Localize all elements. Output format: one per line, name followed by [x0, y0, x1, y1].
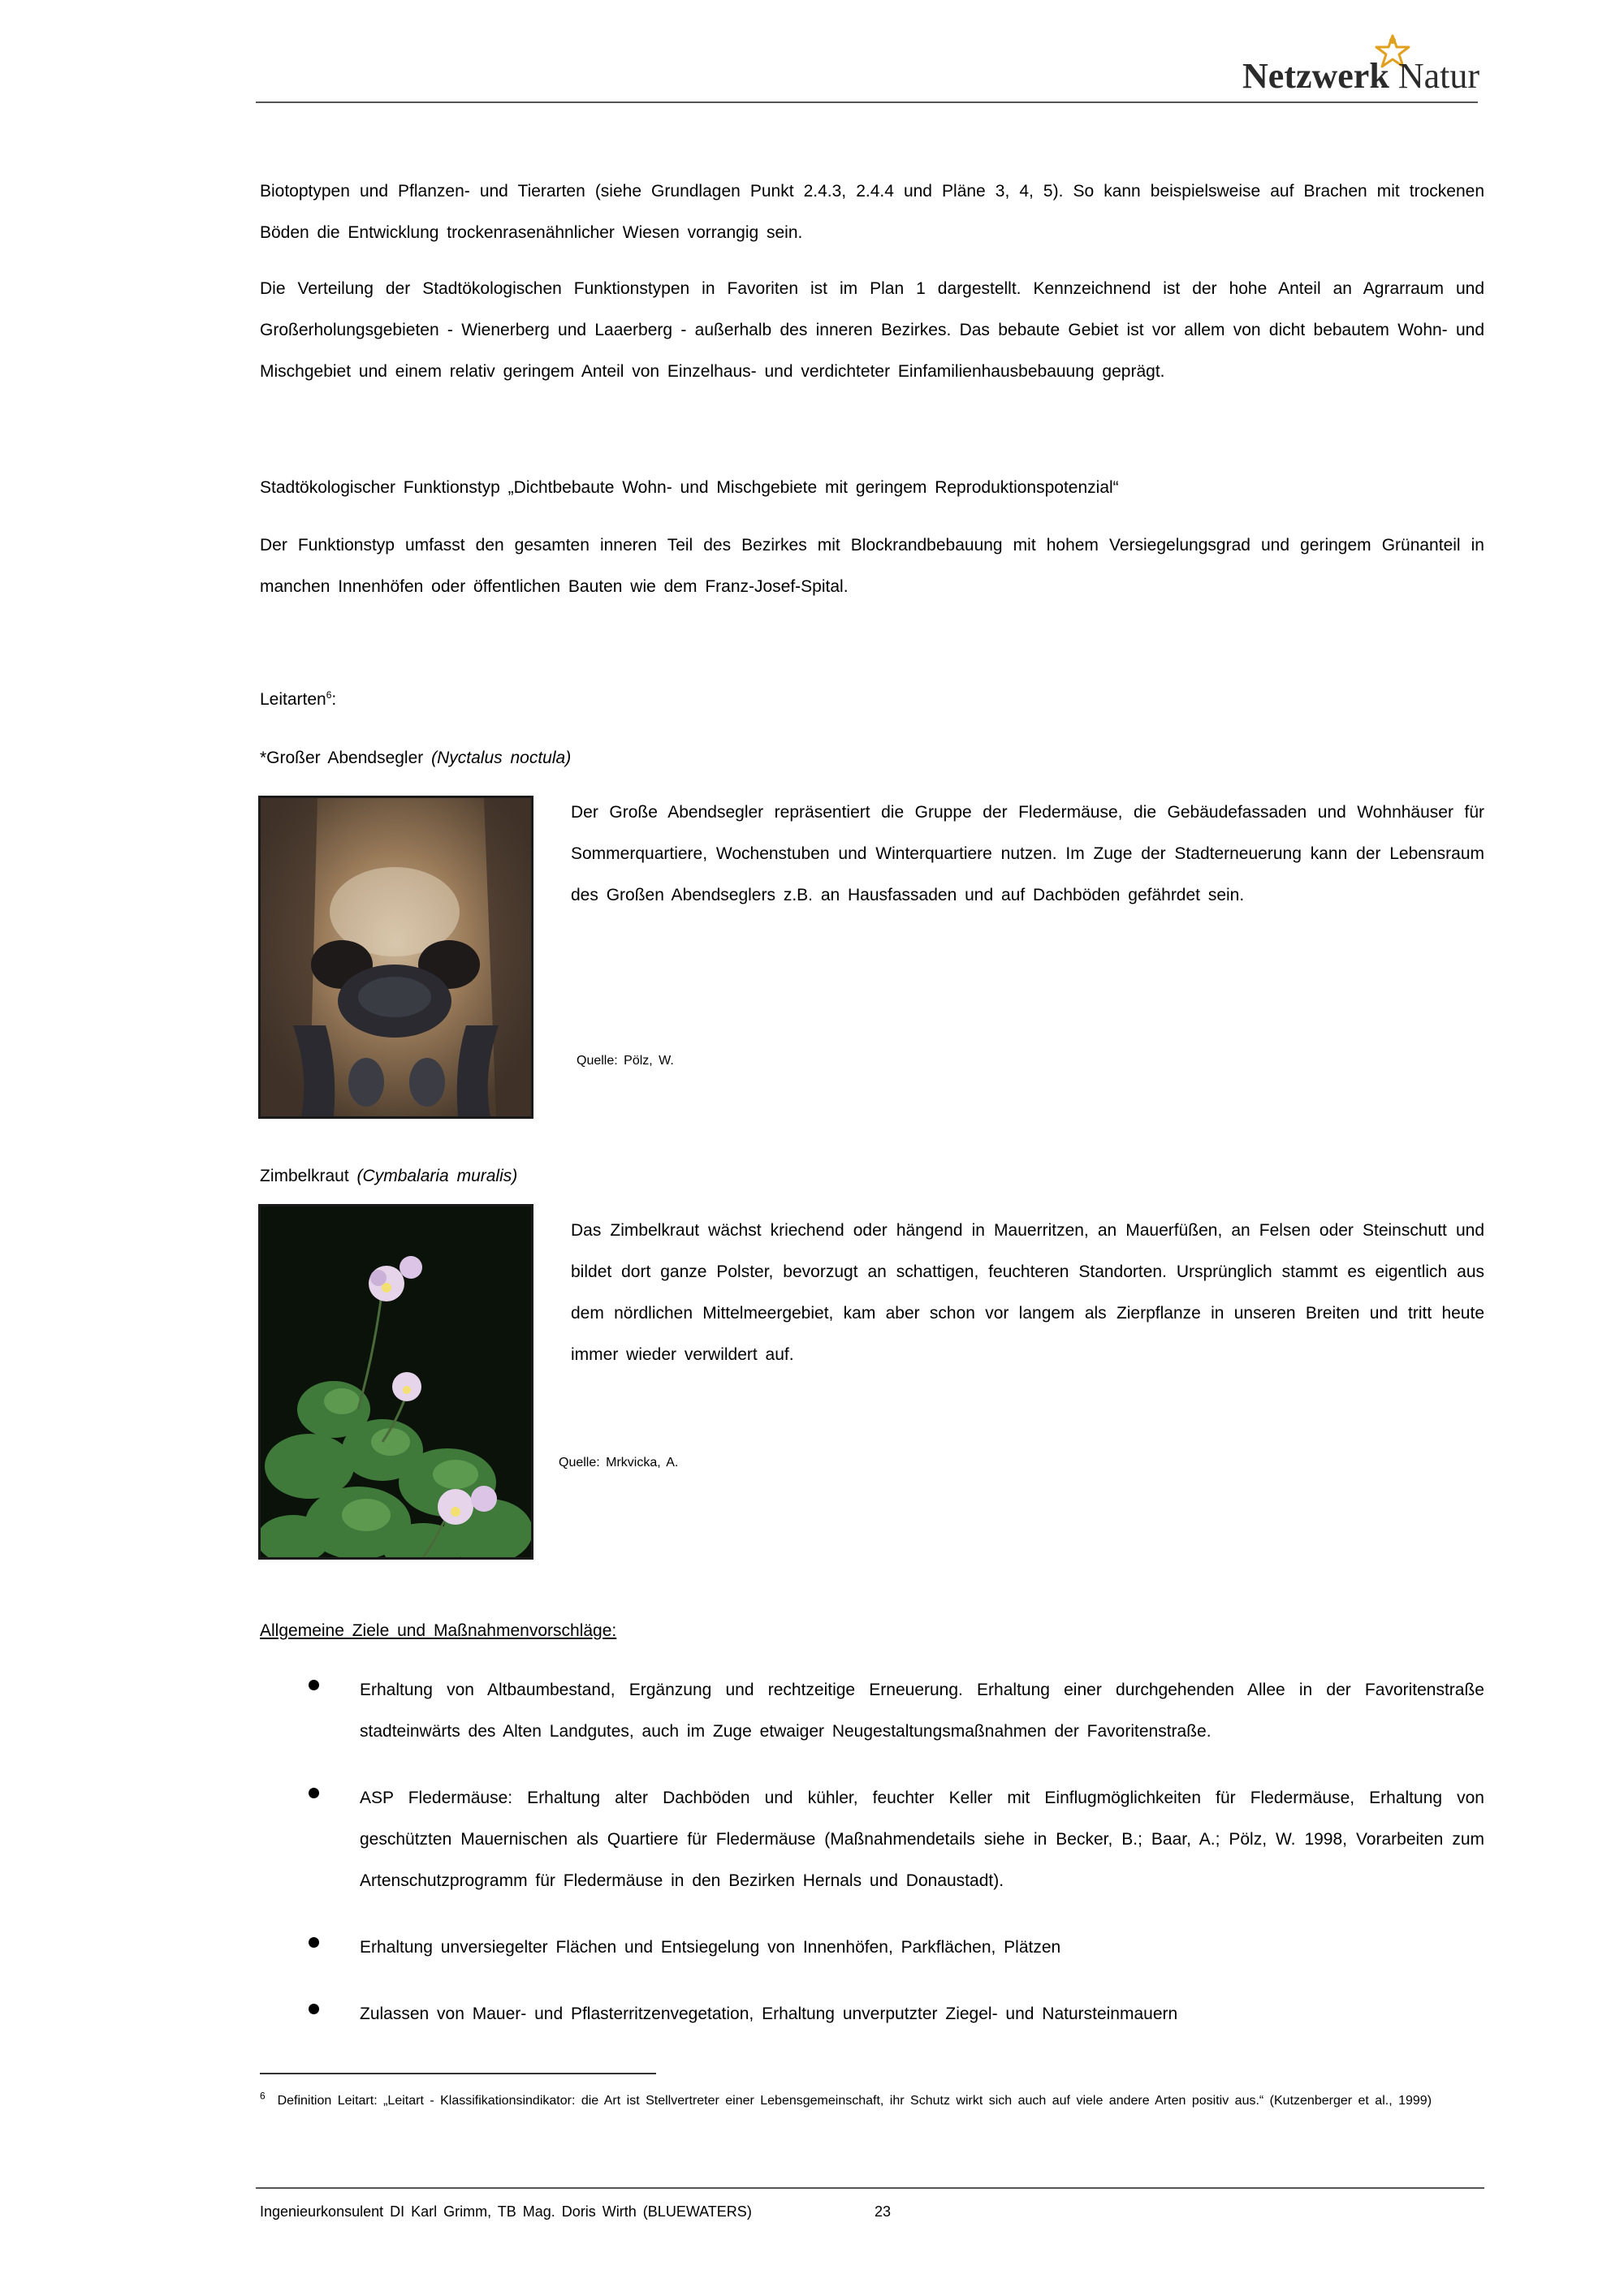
header-rule — [256, 101, 1478, 103]
measure-item: ASP Fledermäuse: Erhaltung alter Dachböden und kühler, feuchter Keller mit Einflugmöglichkeiten für Fledermäuse, Erhaltung von geschützten Mauernischen als Quartiere für Fledermäuse (Maßnahmendetails siehe in Becker, B.; Baar, A.; Pölz, W. 1998, Vorarbeiten zum Artenschutzprogramm für Fledermäuse in den Bezirken Hernals und Donaustadt). — [360, 1789, 1484, 1890]
footnote — [260, 2090, 1484, 2113]
paragraph-funktionstyp: Der Funktionstyp umfasst den gesamten inneren Teil des Bezirkes mit Blockrandbebauung mit hohem Versiegelungsgrad und geringem Grünanteil in manchen Innenhöfen oder öffentlichen Bauten wie dem Franz-Josef-Spital. — [260, 536, 1484, 596]
leitarten-colon: : — [331, 690, 337, 709]
leitarten-heading — [260, 690, 336, 710]
page-number: 23 — [875, 2203, 892, 2220]
source-credit-zimbelkraut: Quelle: Mrkvicka, A. — [559, 1456, 679, 1470]
funktionstyp-heading: Stadtökologischer Funktionstyp „Dichtbebaute Wohn- und Mischgebiete mit geringem Reproduktionspotenzial“ — [260, 478, 1119, 497]
species-latin-name: (Cymbalaria muralis) — [356, 1167, 518, 1185]
species-name: Zimbelkraut — [260, 1167, 349, 1185]
species-title-bat — [260, 749, 571, 768]
footnote-number: 6 — [260, 2090, 266, 2102]
ivy-leaved-toadflax-photo — [258, 1204, 533, 1560]
bat-photo — [258, 796, 533, 1119]
bullet-icon — [309, 1937, 319, 1948]
paragraph-verteilung: Die Verteilung der Stadtökologischen Funktionstypen in Favoriten ist im Plan 1 dargestellt. Kennzeichnend ist der hohe Anteil an Agrarraum und Großerholungsgebieten - Wienerberg und Laaerberg - außerhalb des inneren Bezirkes. Das bebaute Gebiet ist vor allem von dicht bebautem Wohn- und Mischgebiet und einem relativ geringem Anteil von Einzelhaus- und verdichteter Einfamilienhausbebauung geprägt. — [260, 279, 1484, 381]
species-description-bat: Der Große Abendsegler repräsentiert die Gruppe der Fledermäuse, die Gebäudefassaden und Wohnhäuser für Sommerquartiere, Wochenstuben und Winterquartiere nutzen. Im Zuge der Stadterneuerung kann der Lebensraum des Großen Abendseglers z.B. an Hausfassaden und auf Dachböden gefährdet sein. — [571, 803, 1484, 904]
leitarten-label: Leitarten — [260, 690, 326, 709]
bullet-icon — [309, 1788, 319, 1798]
footnote-rule — [260, 2073, 656, 2074]
species-description-zimbelkraut: Das Zimbelkraut wächst kriechend oder hängend in Mauerritzen, an Mauerfüßen, an Felsen oder Steinschutt und bildet dort ganze Polster, bevorzugt an schattigen, feuchteren Standorten. Ursprünglich stammt es eigentlich aus dem nördlichen Mittelmeergebiet, kam aber schon vor langem als Zierpflanze in unseren Breiten und tritt heute immer wieder verwildert auf. — [571, 1221, 1484, 1364]
measures-heading: Allgemeine Ziele und Maßnahmenvorschläge: — [260, 1621, 617, 1640]
species-title-zimbelkraut — [260, 1167, 517, 1186]
logo-bold-text: Netzwerk — [1242, 56, 1389, 96]
measure-item: Erhaltung von Altbaumbestand, Ergänzung und rechtzeitige Erneuerung. Erhaltung einer durchgehenden Allee in der Favoritenstraße stadteinwärts des Alten Landgutes, auch im Zuge etwaiger Neugestaltungsmaßnahmen der Favoritenstraße. — [360, 1681, 1484, 1741]
species-latin-name: (Nyctalus noctula) — [431, 749, 572, 767]
footer-authors: Ingenieurkonsulent DI Karl Grimm, TB Mag. Doris Wirth (BLUEWATERS) — [260, 2203, 752, 2220]
logo-regular-text: Natur — [1397, 56, 1479, 96]
footer-rule — [256, 2187, 1484, 2189]
footnote-reference: 6 — [326, 689, 332, 701]
measure-item: Erhaltung unversiegelter Flächen und Entsiegelung von Innenhöfen, Parkflächen, Plätzen — [360, 1938, 1061, 1957]
species-name: *Großer Abendsegler — [260, 749, 424, 767]
source-credit-bat: Quelle: Pölz, W. — [577, 1054, 674, 1068]
measure-item: Zulassen von Mauer- und Pflasterritzenvegetation, Erhaltung unverputzter Ziegel- und Natursteinmauern — [360, 2005, 1178, 2023]
bullet-icon — [309, 2004, 319, 2014]
logo-wordmark — [1242, 55, 1479, 97]
bullet-icon — [309, 1680, 319, 1690]
footnote-text: Definition Leitart: „Leitart - Klassifikationsindikator: die Art ist Stellvertreter einer Lebensgemeinschaft, ihr Schutz wirkt sich auch auf viele andere Arten positiv aus.“ (Kutzenberger et al., 1999) — [277, 2094, 1432, 2108]
paragraph-biotoptypen: Biotoptypen und Pflanzen- und Tierarten (siehe Grundlagen Punkt 2.4.3, 2.4.4 und Pläne 3, 4, 5). So kann beispielsweise auf Brachen mit trockenen Böden die Entwicklung trockenrasenähnlicher Wiesen vorrangig sein. — [260, 182, 1484, 242]
